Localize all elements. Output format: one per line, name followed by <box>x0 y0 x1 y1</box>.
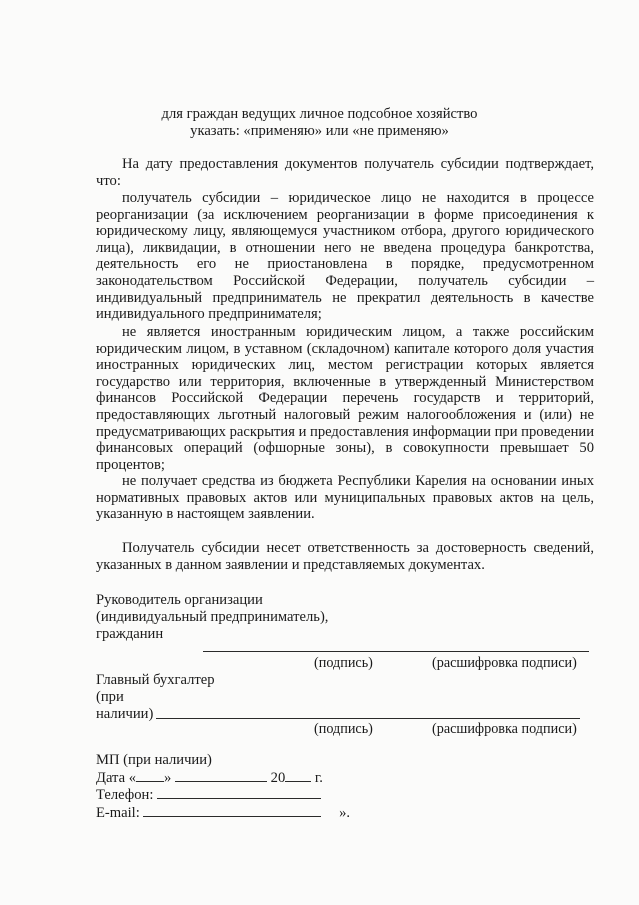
head-signature-label <box>96 592 328 643</box>
email-row <box>96 804 350 822</box>
header-line-1: для граждан ведущих личное подсобное хозяйство <box>161 106 478 122</box>
responsibility-paragraph: Получатель субсидии несет ответственность за достоверность сведений, указанных в данном заявлении и представляемых документах. <box>96 540 594 573</box>
intro-paragraph: На дату предоставления документов получатель субсидии подтверждает, что: <box>96 156 594 189</box>
accountant-label-line-2: (при <box>96 689 124 705</box>
date-suffix: г. <box>314 770 323 786</box>
date-day-field[interactable] <box>136 769 164 782</box>
head-sign-caption: (подпись) <box>314 655 373 671</box>
condition-item-1: получатель субсидии – юридическое лицо не находится в процессе реорганизации (за исключением реорганизации в форме присоединения к юридическому лицу, являющемуся участником отбора, другого юридического лица), ликвидации, в отношении него не введена процедура банкротства, деятельность его не приостановлена в порядке, предусмотренном законодательством Российской Федерации, получатель субсидии – индивидуальный предприниматель не прекратил деятельность в качестве индивидуального предпринимателя; <box>96 190 594 323</box>
condition-item-2: не является иностранным юридическим лицом, а также российским юридическим лицом, в уставном (складочном) капитале которого доля участия иностранных юридических лиц, местом регистрации которых является государство или территория, включенные в утвержденный Министерством финансов Российской Федерации перечень государств и территорий, предоставляющих льготный налоговый режим налогообложения и (или) не предусматривающих раскрытия и предоставления информации при проведении финансовых операций (офшорные зоны), в совокупности превышает 50 процентов; <box>96 324 594 473</box>
date-mid: » <box>164 770 172 786</box>
date-prefix: Дата « <box>96 770 137 786</box>
accountant-label-line-3: наличии) <box>96 706 154 722</box>
phone-row <box>96 786 321 804</box>
date-year-field[interactable] <box>285 769 311 782</box>
head-label-line-3: гражданин <box>96 626 164 642</box>
head-label-line-2: (индивидуальный предприниматель), <box>96 609 329 625</box>
head-decode-caption: (расшифровка подписи) <box>432 655 577 671</box>
date-row <box>96 769 323 787</box>
phone-field[interactable] <box>157 786 321 799</box>
accountant-label-line-1: Главный бухгалтер <box>96 672 215 688</box>
phone-label: Телефон: <box>96 787 154 803</box>
email-field[interactable] <box>143 804 321 817</box>
head-label-line-1: Руководитель организации <box>96 592 263 608</box>
header-line-2: указать: «применяю» или «не применяю» <box>190 123 449 139</box>
stamp-label: МП (при наличии) <box>96 752 212 768</box>
condition-item-3: не получает средства из бюджета Республики Карелия на основании иных нормативных правовых актов или муниципальных правовых актов на цель, указанную в настоящем заявлении. <box>96 473 594 523</box>
head-signature-line[interactable] <box>203 651 589 652</box>
email-label: E-mail: <box>96 805 140 821</box>
accountant-signature-line[interactable] <box>156 718 580 719</box>
email-suffix: ». <box>339 805 351 821</box>
accountant-sign-caption: (подпись) <box>314 721 373 737</box>
date-year-prefix: 20 <box>270 770 286 786</box>
accountant-signature-label <box>96 672 215 723</box>
accountant-decode-caption: (расшифровка подписи) <box>432 721 577 737</box>
date-month-field[interactable] <box>175 769 267 782</box>
